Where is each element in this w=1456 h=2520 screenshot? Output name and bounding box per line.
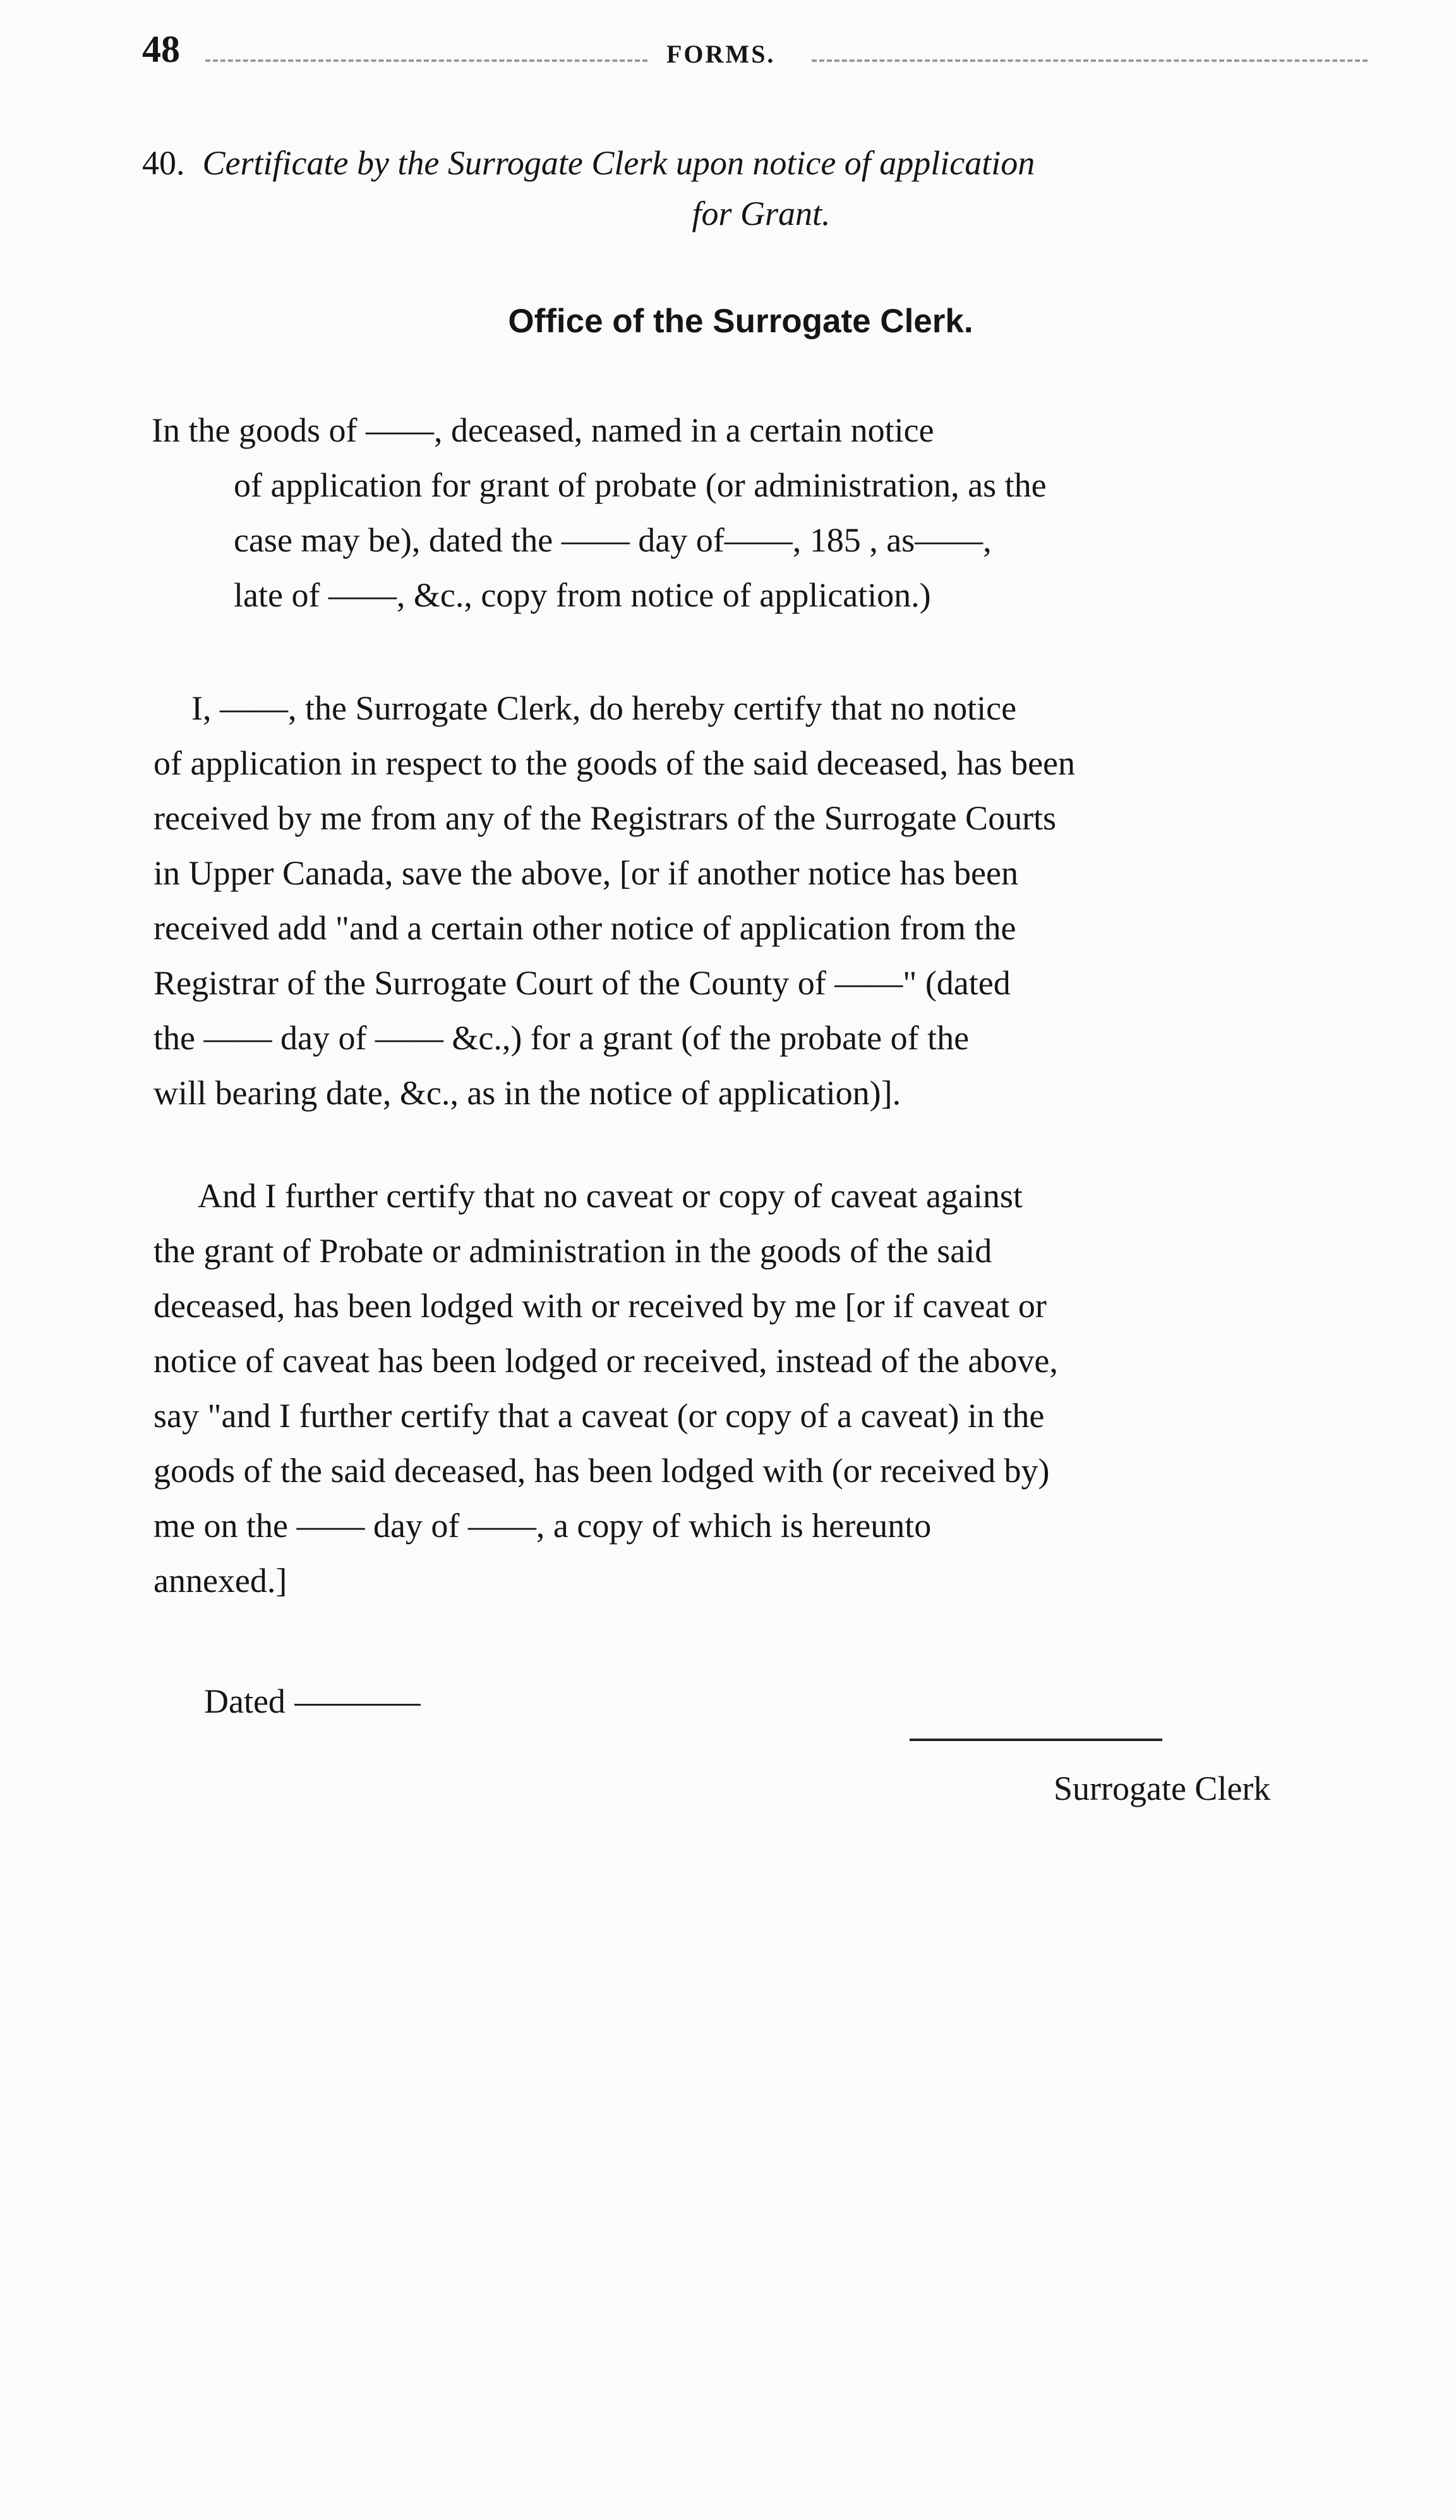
dated-label: Dated xyxy=(204,1682,286,1720)
paragraph-further-certify xyxy=(153,1169,1328,1608)
paragraph-line: the grant of Probate or administration in the goods of the said xyxy=(153,1232,992,1270)
form-number: 40. xyxy=(142,144,185,182)
page-number: 48 xyxy=(142,28,180,70)
dated-blank-line xyxy=(294,1704,421,1706)
header-rule-right xyxy=(812,59,1368,62)
paragraph-line: in Upper Canada, save the above, [or if another notice has been xyxy=(153,854,1018,892)
paragraph-line: I, ——, the Surrogate Clerk, do hereby certify that no notice xyxy=(191,689,1017,727)
paragraph-line: annexed.] xyxy=(153,1562,287,1600)
paragraph-line: notice of caveat has been lodged or received, instead of the above, xyxy=(153,1342,1058,1380)
paragraph-line: will bearing date, &c., as in the notice of application)]. xyxy=(153,1074,901,1112)
paragraph-line: the —— day of —— &c.,) for a grant (of the probate of the xyxy=(153,1019,970,1057)
office-heading: Office of the Surrogate Clerk. xyxy=(508,303,973,340)
paragraph-line: of application in respect to the goods of the said deceased, has been xyxy=(153,744,1076,782)
header-rule-left xyxy=(205,59,647,62)
form-title-line-2: for Grant. xyxy=(692,195,831,232)
paragraph-line: of application for grant of probate (or administration, as the xyxy=(234,466,1047,504)
form-title xyxy=(142,138,1336,239)
paragraph-goods xyxy=(152,403,1327,623)
paragraph-line: Registrar of the Surrogate Court of the County of ——" (dated xyxy=(153,964,1011,1002)
paragraph-line: say "and I further certify that a caveat (or copy of a caveat) in the xyxy=(153,1397,1045,1435)
signature-label: Surrogate Clerk xyxy=(1054,1769,1271,1807)
form-title-line-1: Certificate by the Surrogate Clerk upon notice of application xyxy=(202,144,1035,182)
paragraph-line: case may be), dated the —— day of——, 185 , as——, xyxy=(234,521,992,559)
dated-field xyxy=(204,1682,421,1721)
signature-line xyxy=(910,1739,1162,1741)
paragraph-line: received by me from any of the Registrars of the Surrogate Courts xyxy=(153,799,1057,837)
running-head: FORMS. xyxy=(666,40,776,68)
paragraph-line: And I further certify that no caveat or copy of caveat against xyxy=(198,1177,1023,1215)
paragraph-line: received add "and a certain other notice of application from the xyxy=(153,909,1016,947)
paragraph-line: me on the —— day of ——, a copy of which is hereunto xyxy=(153,1507,932,1545)
paragraph-line: In the goods of ——, deceased, named in a certain notice xyxy=(152,411,934,449)
paragraph-line: late of ——, &c., copy from notice of application.) xyxy=(234,576,931,614)
paragraph-line: goods of the said deceased, has been lodged with (or received by) xyxy=(153,1452,1050,1490)
paragraph-certify xyxy=(153,681,1328,1121)
paragraph-line: deceased, has been lodged with or received by me [or if caveat or xyxy=(153,1287,1047,1325)
page-header xyxy=(142,24,1330,75)
